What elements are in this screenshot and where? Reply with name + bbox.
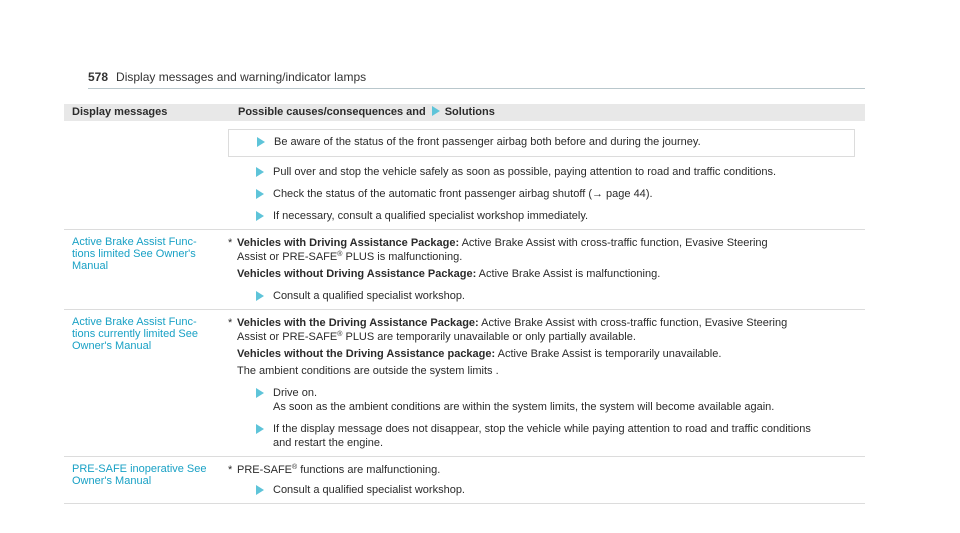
optional-equipment-marker: * [228, 464, 233, 476]
arrow-right-icon [256, 424, 264, 434]
display-messages-table [64, 104, 865, 504]
message-line: Active Brake Assist Func- [72, 236, 197, 248]
display-message-label [72, 236, 226, 272]
page-reference-link[interactable]: → page 44 [591, 188, 646, 200]
table-row [64, 309, 865, 456]
page-number: 578 [88, 70, 109, 84]
step-text: Consult a qualified specialist workshop. [273, 290, 465, 302]
list-item [256, 165, 855, 179]
cause-text-part: Assist or PRE-SAFE [237, 331, 338, 343]
col-causes-solutions [234, 104, 865, 121]
optional-equipment-marker: * [228, 317, 233, 329]
arrow-right-icon [256, 211, 264, 221]
cause-text-part: Active Brake Assist is temporarily unavailable. [495, 348, 722, 360]
arrow-right-icon [256, 189, 264, 199]
cause-text [237, 236, 855, 281]
optional-equipment-marker: * [228, 237, 233, 249]
arrow-right-icon [256, 388, 264, 398]
list-item [256, 209, 855, 223]
message-line: Active Brake Assist Func- [72, 316, 197, 328]
step-text: Consult a qualified specialist workshop. [273, 484, 465, 496]
page-title: Display messages and warning/indicator lamps [116, 70, 367, 84]
cause-text-part: Active Brake Assist is malfunctioning. [476, 268, 661, 280]
list-item [256, 422, 855, 450]
display-message-label [72, 316, 226, 352]
table-row [64, 121, 865, 229]
arrow-right-icon [256, 291, 264, 301]
solution-cell [226, 230, 865, 309]
step-line: Drive on. [273, 387, 318, 399]
cause-heading: Vehicles with Driving Assistance Package: [237, 237, 460, 249]
cause-block [228, 236, 855, 281]
step-text [273, 187, 855, 201]
step-text: Pull over and stop the vehicle safely as soon as possible, paying attention to road and traffic conditions. [273, 166, 777, 178]
message-cell [64, 230, 226, 309]
table-row [64, 229, 865, 309]
message-cell [64, 121, 226, 229]
step-text: If necessary, consult a qualified specialist workshop immediately. [273, 210, 589, 222]
col-causes-label: Possible causes/consequences and [238, 106, 426, 118]
note-text: Be aware of the status of the front passenger airbag both before and during the journey. [274, 136, 701, 148]
registered-mark: ® [337, 331, 343, 338]
col-solutions-label: Solutions [444, 106, 495, 118]
step-line: and restart the engine. [273, 437, 384, 449]
cause-heading: Vehicles with the Driving Assistance Package: [237, 317, 479, 329]
cause-block [228, 463, 855, 477]
solution-cell [226, 121, 865, 229]
cause-text-part: PLUS are temporarily unavailable or only partially available. [342, 331, 636, 343]
solution-cell [226, 457, 865, 503]
message-cell [64, 310, 226, 456]
message-line: tions currently limited See [72, 328, 198, 340]
table-header [64, 104, 865, 121]
cause-text-part: Active Brake Assist with cross-traffic function, Evasive Steering [459, 237, 768, 249]
solution-cell [226, 310, 865, 456]
cause-heading: Vehicles without the Driving Assistance package: [237, 348, 496, 360]
note-box [228, 129, 855, 157]
list-item [257, 135, 854, 149]
cause-block [228, 316, 855, 378]
registered-mark: ® [337, 251, 343, 258]
step-text-part: Check the status of the automatic front passenger airbag shutoff ( [273, 188, 592, 200]
step-text [273, 422, 855, 450]
page-header [88, 70, 366, 84]
cause-text-part: functions are malfunctioning. [297, 464, 441, 476]
table-row [64, 456, 865, 503]
arrow-right-icon [256, 167, 264, 177]
step-text [273, 386, 855, 414]
step-line: If the display message does not disappear, stop the vehicle while paying attention to road and traffic conditions [273, 423, 811, 435]
cause-text [237, 463, 855, 477]
message-cell [64, 457, 226, 503]
cause-text-part: Active Brake Assist with cross-traffic function, Evasive Steering [478, 317, 788, 329]
arrow-right-icon [432, 106, 440, 116]
header-rule [88, 88, 865, 89]
cause-text [237, 316, 855, 378]
step-text-part: ). [645, 188, 653, 200]
list-item [256, 289, 855, 303]
arrow-right-icon [257, 137, 265, 147]
message-line: tions limited See Owner's [72, 248, 196, 260]
list-item [256, 386, 855, 414]
message-line: Owner's Manual [72, 475, 152, 487]
cause-text-part: The ambient conditions are outside the system limits . [237, 365, 499, 377]
message-line: Owner's Manual [72, 340, 152, 352]
list-item [256, 187, 855, 201]
message-line: PRE-SAFE inoperative See [72, 463, 207, 475]
col-display-messages: Display messages [72, 106, 168, 118]
message-line: Manual [72, 260, 109, 272]
step-line: As soon as the ambient conditions are within the system limits, the system will become available again. [273, 401, 775, 413]
cause-text-part: PRE-SAFE [237, 464, 293, 476]
display-message-label [72, 463, 226, 487]
cause-text-part: Assist or PRE-SAFE [237, 251, 338, 263]
registered-mark: ® [292, 464, 298, 471]
cause-heading: Vehicles without Driving Assistance Package: [237, 268, 477, 280]
cause-text-part: PLUS is malfunctioning. [342, 251, 463, 263]
arrow-right-icon [256, 485, 264, 495]
list-item [256, 483, 855, 497]
